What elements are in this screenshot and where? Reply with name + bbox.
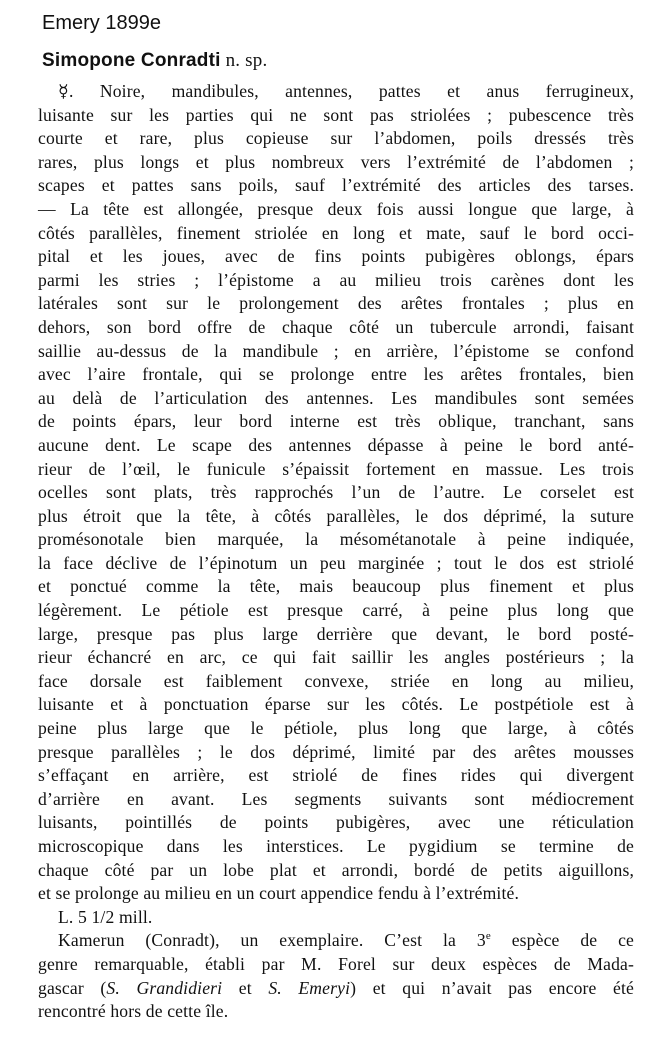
description-line: chaque côté par un lobe plat et arrondi, bordé de petits aiguillons,: [38, 859, 634, 880]
ordinal-superscript: e: [485, 930, 491, 943]
locality-line-1: [38, 929, 634, 953]
description-line: latérales sont sur le prolongement des arêtes frontales ; plus en: [38, 293, 634, 314]
locality-text: espèce de ce: [490, 930, 634, 951]
description-line: parmi les stries ; l’épistome a au milieu trois carènes dont les: [38, 269, 634, 290]
description-line: rieur échancré en arc, ce qui fait saillir les angles postérieurs ; la: [38, 647, 634, 668]
locality-text: et: [222, 977, 269, 998]
description-line: dehors, son bord offre de chaque côté un tubercule arrondi, faisant: [38, 316, 634, 337]
locality-line-2: genre remarquable, établi par M. Forel sur deux espèces de Mada-: [38, 953, 634, 974]
locality-text: Kamerun (Conradt), un exemplaire. C’est la 3: [58, 930, 486, 951]
description-line: luisante sur les parties qui ne sont pas striolées ; pubescence très: [38, 104, 634, 125]
species-name: Simopone Conradti: [42, 50, 221, 71]
species-ref-emeryi: S. Emeryi: [268, 977, 351, 998]
description-lines: [38, 80, 634, 906]
description-line: plus étroit que la tête, à côtés parallèles, le dos déprimé, la suture: [38, 505, 634, 526]
locality-line-3: [38, 977, 634, 1001]
locality-text: ) et qui n’avait pas encore été: [350, 977, 635, 998]
description-line: presque parallèles ; le dos déprimé, limité par des arêtes mousses: [38, 741, 634, 762]
description-line: légèrement. Le pétiole est presque carré, à peine plus long que: [38, 600, 634, 621]
description-line: de points épars, leur bord interne est très oblique, tranchant, sans: [38, 411, 634, 432]
description-line: et ponctué comme la tête, mais beaucoup plus finement et plus: [38, 576, 634, 597]
species-heading: [42, 50, 267, 72]
description-line: d’arrière en avant. Les segments suivants sont médiocrement: [38, 788, 634, 809]
description-line: et se prolonge au milieu en un court appendice fendu à l’extrémité.: [38, 883, 519, 904]
description-line: pital et les joues, avec de fins points pubigères oblongs, épars: [38, 246, 634, 267]
description-line: la face déclive de l’épinotum un peu marginée ; tout le dos est striolé: [38, 552, 634, 573]
locality-text: gascar (: [38, 977, 107, 998]
description-line: avec l’aire frontale, qui se prolonge entre les arêtes frontales, bien: [38, 364, 634, 385]
description-line: scapes et pattes sans poils, sauf l’extrémité des articles des tarses.: [38, 175, 634, 196]
species-ref-grandidieri: S. Grandidieri: [106, 977, 223, 998]
description-line: luisante et à ponctuation éparse sur les côtés. Le postpétiole est à: [38, 694, 634, 715]
description-line: courte et rare, plus copieuse sur l’abdomen, poils dressés très: [38, 128, 634, 149]
description-line: microscopique dans les interstices. Le pygidium se termine de: [38, 836, 634, 856]
description-line: rieur de l’œil, le funicule s’épaissit fortement en massue. Les trois: [38, 458, 634, 479]
description-line: face dorsale est faiblement convexe, striée en long au milieu,: [38, 670, 634, 691]
description-line: aucune dent. Le scape des antennes dépasse à peine le bord anté-: [38, 434, 634, 455]
description-line: ocelles sont plats, très rapprochés l’un de l’autre. Le corselet est: [38, 482, 634, 503]
description-block: [38, 80, 634, 1024]
description-line: saillie au-dessus de la mandibule ; en arrière, l’épistome se confond: [38, 340, 634, 361]
locality-line-4: rencontré hors de cette île.: [38, 1001, 229, 1022]
species-suffix: n. sp.: [225, 50, 268, 71]
description-line: promésonotale bien marquée, la mésométanotale à peine indiquée,: [38, 529, 634, 550]
description-line: ☿. Noire, mandibules, antennes, pattes et anus ferrugineux,: [58, 81, 634, 101]
description-line: rares, plus longs et plus nombreux vers l’extrémité de l’abdomen ;: [38, 151, 634, 172]
description-line: s’effaçant en arrière, est striolé de fines rides qui divergent: [38, 765, 634, 786]
description-line: — La tête est allongée, presque deux fois aussi longue que large, à: [38, 198, 634, 219]
description-line: côtés parallèles, finement striolée en long et mate, sauf le bord occi-: [38, 222, 634, 243]
description-line: luisants, pointillés de points pubigères, avec une réticulation: [38, 812, 634, 833]
description-line: peine plus large que le pétiole, plus long que large, à côtés: [38, 718, 634, 739]
description-line: large, presque pas plus large derrière que devant, le bord posté-: [38, 623, 634, 644]
running-head: Emery 1899e: [42, 12, 161, 34]
description-line: au delà de l’articulation des antennes. Les mandibules sont semées: [38, 387, 634, 408]
length-line: L. 5 1/2 mill.: [58, 906, 153, 927]
